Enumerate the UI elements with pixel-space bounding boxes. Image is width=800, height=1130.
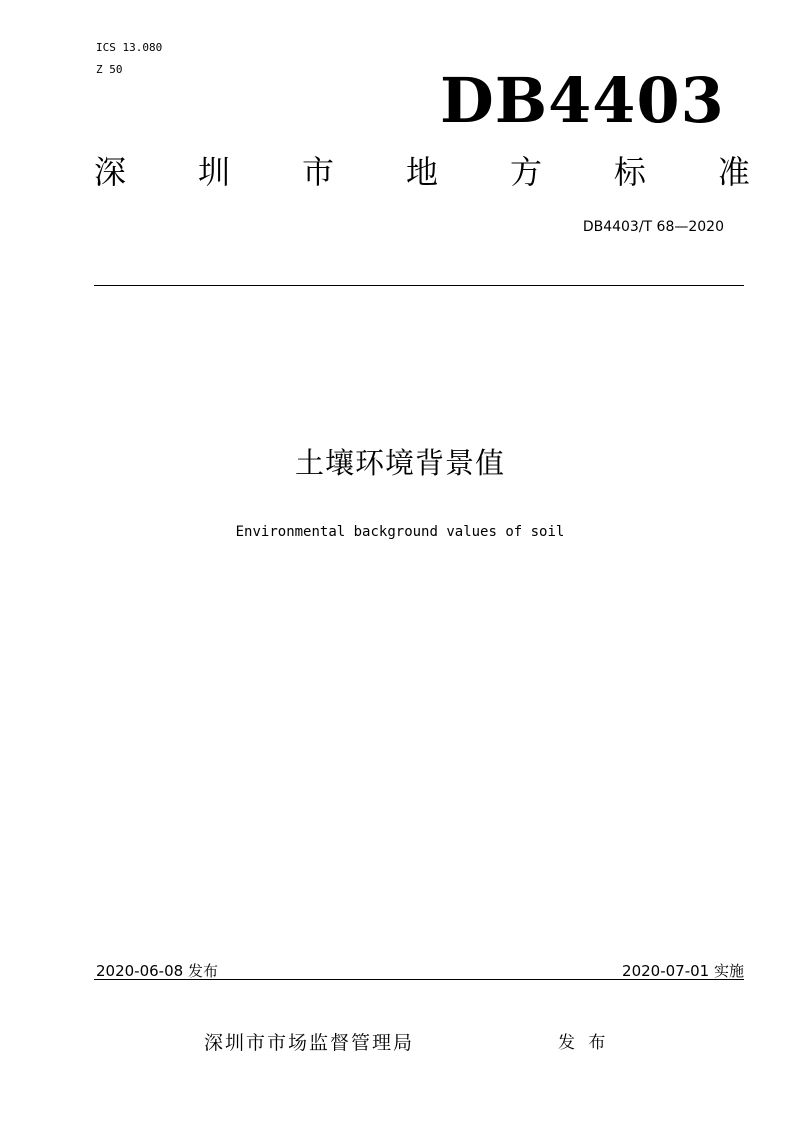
ics-code: ICS 13.080 xyxy=(96,41,163,54)
standard-type-heading xyxy=(94,150,750,194)
standard-type-char: 深 xyxy=(94,153,127,191)
issue-date: 2020-06-08 发布 xyxy=(96,962,218,980)
document-title-chinese: 土壤环境背景值 xyxy=(294,446,505,480)
standard-type-char: 准 xyxy=(717,153,750,191)
standard-type-char: 地 xyxy=(405,153,438,191)
top-divider xyxy=(94,285,744,286)
issuing-authority: 深圳市市场监督管理局 xyxy=(204,1032,415,1054)
standard-type-char: 方 xyxy=(509,153,542,191)
standard-type-char: 圳 xyxy=(197,153,230,191)
standard-type-char: 标 xyxy=(613,153,646,191)
ccs-code: Z 50 xyxy=(96,63,123,76)
issue-label: 发 布 xyxy=(558,1033,610,1053)
document-title-english: Environmental background values of soil xyxy=(235,524,565,540)
bottom-divider xyxy=(94,979,744,980)
standard-number: DB4403/T 68—2020 xyxy=(582,219,724,235)
implementation-date: 2020-07-01 实施 xyxy=(622,962,744,980)
standard-type-char: 市 xyxy=(301,153,334,191)
standard-code-heading: DB4403 xyxy=(440,64,725,137)
